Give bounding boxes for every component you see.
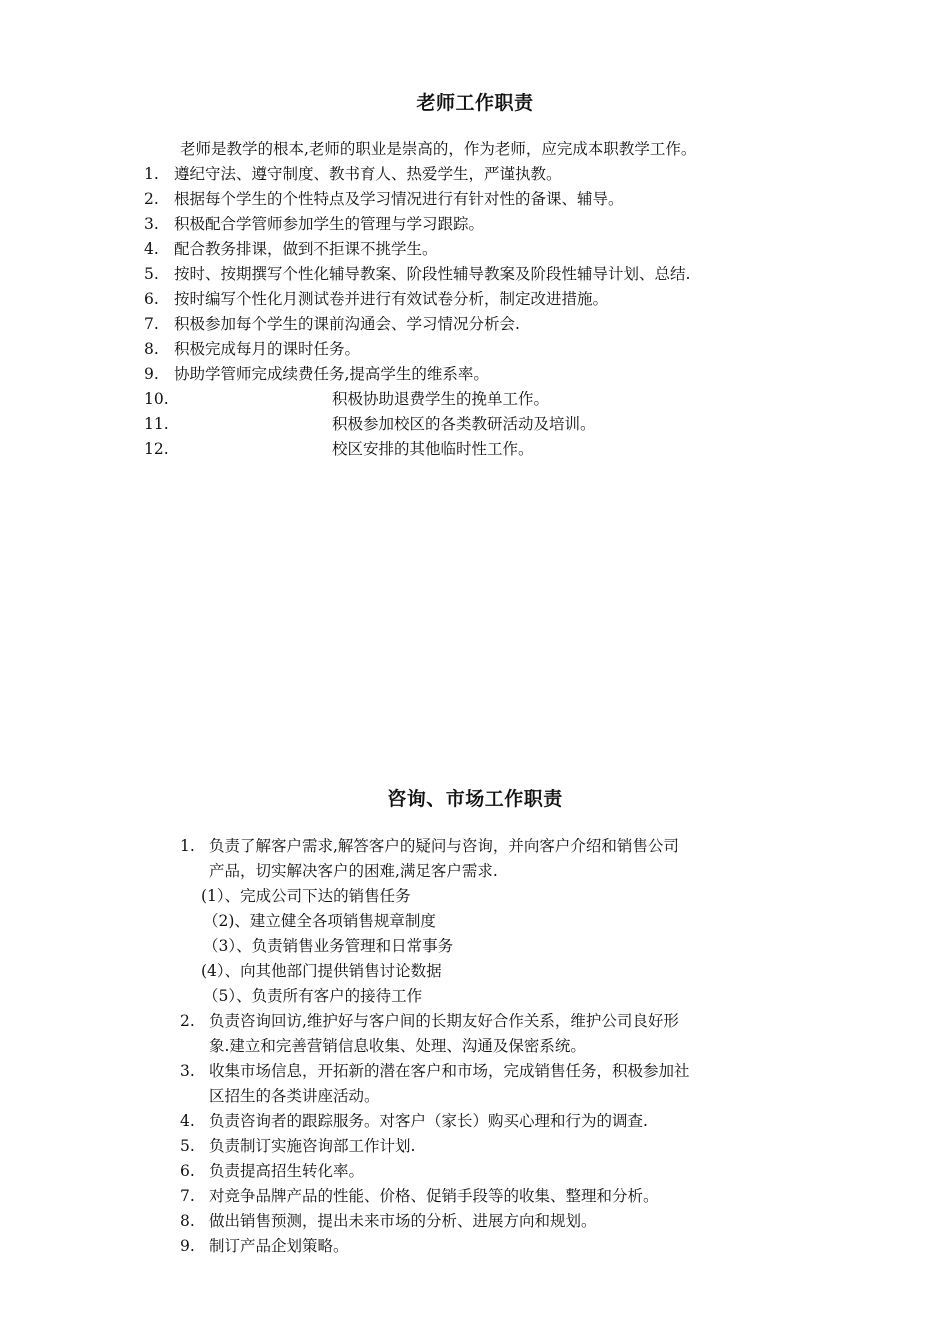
- list-text: 对竞争品牌产品的性能、价格、促销手段等的收集、整理和分析。: [209, 1187, 659, 1205]
- list-number: 6.: [144, 290, 159, 308]
- list-text: 负责制订实施咨询部工作计划.: [209, 1137, 416, 1155]
- list-number: 5.: [180, 1137, 195, 1155]
- list-item: [144, 187, 624, 212]
- sub-item: [203, 909, 436, 934]
- list-text: 按时、按期撰写个性化辅导教案、阶段性辅导教案及阶段性辅导计划、总结.: [174, 265, 691, 283]
- section1-title: 老师工作职责: [416, 92, 534, 114]
- list-text: 产品，切实解决客户的困难,满足客户需求.: [209, 862, 498, 880]
- list-number: 4.: [180, 1112, 195, 1130]
- list-item: [180, 1209, 597, 1234]
- list-number: 2.: [144, 190, 159, 208]
- list-item: [144, 337, 360, 362]
- list-number: 12.: [144, 440, 169, 458]
- list-text: 积极协助退费学生的挽单工作。: [332, 390, 550, 408]
- list-number: 2.: [180, 1012, 195, 1030]
- sub-item: [201, 884, 411, 909]
- list-text: 积极参加每个学生的课前沟通会、学习情况分析会.: [174, 315, 520, 333]
- list-text: 负责咨询者的跟踪服务。对客户（家长）购买心理和行为的调查.: [209, 1112, 648, 1130]
- list-text: (1）、完成公司下达的销售任务: [201, 887, 411, 905]
- sub-item: [203, 984, 422, 1009]
- list-number: 3.: [144, 215, 159, 233]
- list-item: [180, 1109, 648, 1134]
- list-number: 5.: [144, 265, 159, 283]
- list-number: 4.: [144, 240, 159, 258]
- list-number: 7.: [144, 315, 159, 333]
- list-number: 6.: [180, 1162, 195, 1180]
- list-item: [180, 1234, 349, 1259]
- list-text: 做出销售预测，提出未来市场的分析、进展方向和规划。: [209, 1212, 597, 1230]
- list-item: [144, 262, 690, 287]
- list-item: [144, 162, 562, 187]
- list-item: [180, 1059, 690, 1084]
- list-text: 积极完成每月的课时任务。: [174, 340, 361, 358]
- list-number: 1.: [180, 837, 195, 855]
- list-text: 负责了解客户需求,解答客户的疑问与咨询，并向客户介绍和销售公司: [209, 837, 679, 855]
- list-number: 1.: [144, 165, 159, 183]
- list-text: 积极参加校区的各类教研活动及培训。: [332, 415, 596, 433]
- sub-item: [203, 934, 453, 959]
- list-number: 11.: [144, 415, 169, 433]
- list-text: 配合教务排课，做到不拒课不挑学生。: [174, 240, 438, 258]
- list-text: （5）、负责所有客户的接待工作: [203, 987, 423, 1005]
- list-text: 协助学管师完成续费任务,提高学生的维系率。: [174, 365, 489, 383]
- list-item: [144, 362, 489, 387]
- list-item: [180, 1159, 364, 1184]
- list-text: （3）、负责销售业务管理和日常事务: [203, 937, 454, 955]
- list-text: 遵纪守法、遵守制度、教书育人、热爱学生，严谨执教。: [174, 165, 562, 183]
- list-item: [144, 412, 596, 437]
- list-number: 10.: [144, 390, 169, 408]
- list-item: [180, 834, 679, 859]
- list-item: [144, 287, 608, 312]
- list-number: 8.: [180, 1212, 195, 1230]
- list-number: 9.: [180, 1237, 195, 1255]
- list-text: 按时编写个性化月测试卷并进行有效试卷分析，制定改进措施。: [174, 290, 609, 308]
- list-text: 积极配合学管师参加学生的管理与学习跟踪。: [174, 215, 485, 233]
- list-text: 校区安排的其他临时性工作。: [332, 440, 534, 458]
- section1-intro: 老师是教学的根本,老师的职业是崇高的，作为老师，应完成本职教学工作。: [180, 140, 697, 158]
- list-text: 根据每个学生的个性特点及学习情况进行有针对性的备课、辅导。: [174, 190, 624, 208]
- list-number: 9.: [144, 365, 159, 383]
- list-continuation: [209, 1034, 586, 1059]
- list-item: [144, 237, 438, 262]
- list-text: 负责提高招生转化率。: [209, 1162, 365, 1180]
- list-text: 负责咨询回访,维护好与客户间的长期友好合作关系，维护公司良好形: [209, 1012, 679, 1030]
- list-text: (4）、向其他部门提供销售讨论数据: [201, 962, 442, 980]
- section2-title: 咨询、市场工作职责: [387, 788, 563, 810]
- list-continuation: [209, 1084, 380, 1109]
- list-text: 收集市场信息，开拓新的潜在客户和市场，完成销售任务，积极参加社: [209, 1062, 690, 1080]
- list-text: （2)、建立健全各项销售规章制度: [203, 912, 436, 930]
- list-text: 区招生的各类讲座活动。: [209, 1087, 380, 1105]
- list-text: 象.建立和完善营销信息收集、处理、沟通及保密系统。: [209, 1037, 586, 1055]
- list-number: 7.: [180, 1187, 195, 1205]
- list-item: [180, 1184, 659, 1209]
- list-number: 3.: [180, 1062, 195, 1080]
- sub-item: [201, 959, 442, 984]
- list-item: [144, 212, 484, 237]
- list-item: [180, 1009, 679, 1034]
- list-item: [144, 437, 534, 462]
- list-item: [144, 387, 549, 412]
- list-text: 制订产品企划策略。: [209, 1237, 349, 1255]
- list-number: 8.: [144, 340, 159, 358]
- list-continuation: [209, 859, 498, 884]
- list-item: [180, 1134, 415, 1159]
- list-item: [144, 312, 520, 337]
